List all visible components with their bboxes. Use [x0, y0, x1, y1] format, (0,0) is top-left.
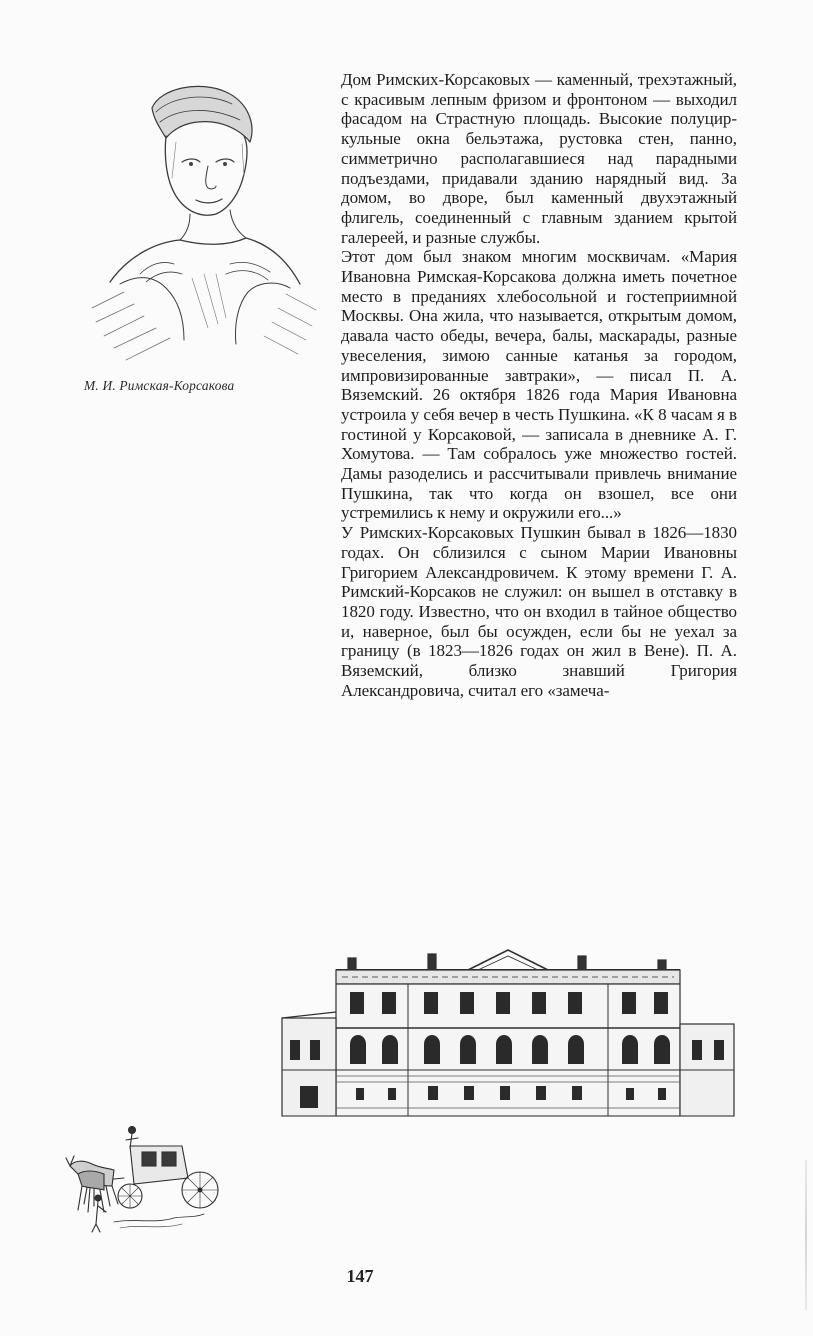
page-number: 147	[346, 1266, 374, 1286]
paragraph: Дом Римских-Корсаковых — каменный, трехэтажный, с красивым лепным фризом и фронтоном — выходил фасадом на Страстную площадь. Высокие полуциркульные окна бельэтажа, рустовка стен, панно, симметрично располагавшиеся над парадными подъездами, придавали зданию нарядный вид. За домом, во дворе, был каменный двухэтажный флигель, соединенный с главным зданием крытой галереей, и разные службы.	[341, 70, 737, 247]
portrait-illustration	[80, 78, 320, 370]
paragraph: У Римских-Корсаковых Пушкин бывал в 1826—1830 годах. Он сблизился с сыном Марии Ивановны Григорием Александровичем. К этому времени Г. А. Римский-Корсаков не служил: он вышел в отставку в 1820 году. Известно, что он входил в тайное общество и, наверное, был бы осужден, если бы не уехал за границу (в 1823—1826 годах он жил в Вене). П. А. Вяземский, близко знавший Григория Александровича, считал его «замеча-	[341, 523, 737, 700]
paragraph: Этот дом был знаком многим москвичам. «Мария Ивановна Римская-Корсакова должна иметь почетное место в преданиях хлебосольной и гостеприимной Москвы. Она жила, что называется, открытым домом, давала часто обеды, вечера, балы, маскарады, разные увеселения, зимою санные катанья за городом, импровизированные завтраки», — писал П. А. Вяземский. 26 октября 1826 года Мария Ивановна устроила у себя вечер в честь Пушкина. «К 8 часам я в гостиной у Корсаковой, — записала в дневнике А. Г. Хомутова. — Там собралось уже множество гостей. Дамы разоделись и рассчитывали привлечь внимание Пушкина, так что когда он взошел, все они устремились к нему и окружили его...»	[341, 247, 737, 523]
portrait-caption: М. И. Римская-Корсакова	[84, 378, 235, 393]
main-text	[341, 70, 737, 701]
building-illustration	[278, 936, 738, 1140]
page-edge-shadow	[805, 1160, 807, 1310]
carriage-illustration	[64, 1126, 224, 1236]
